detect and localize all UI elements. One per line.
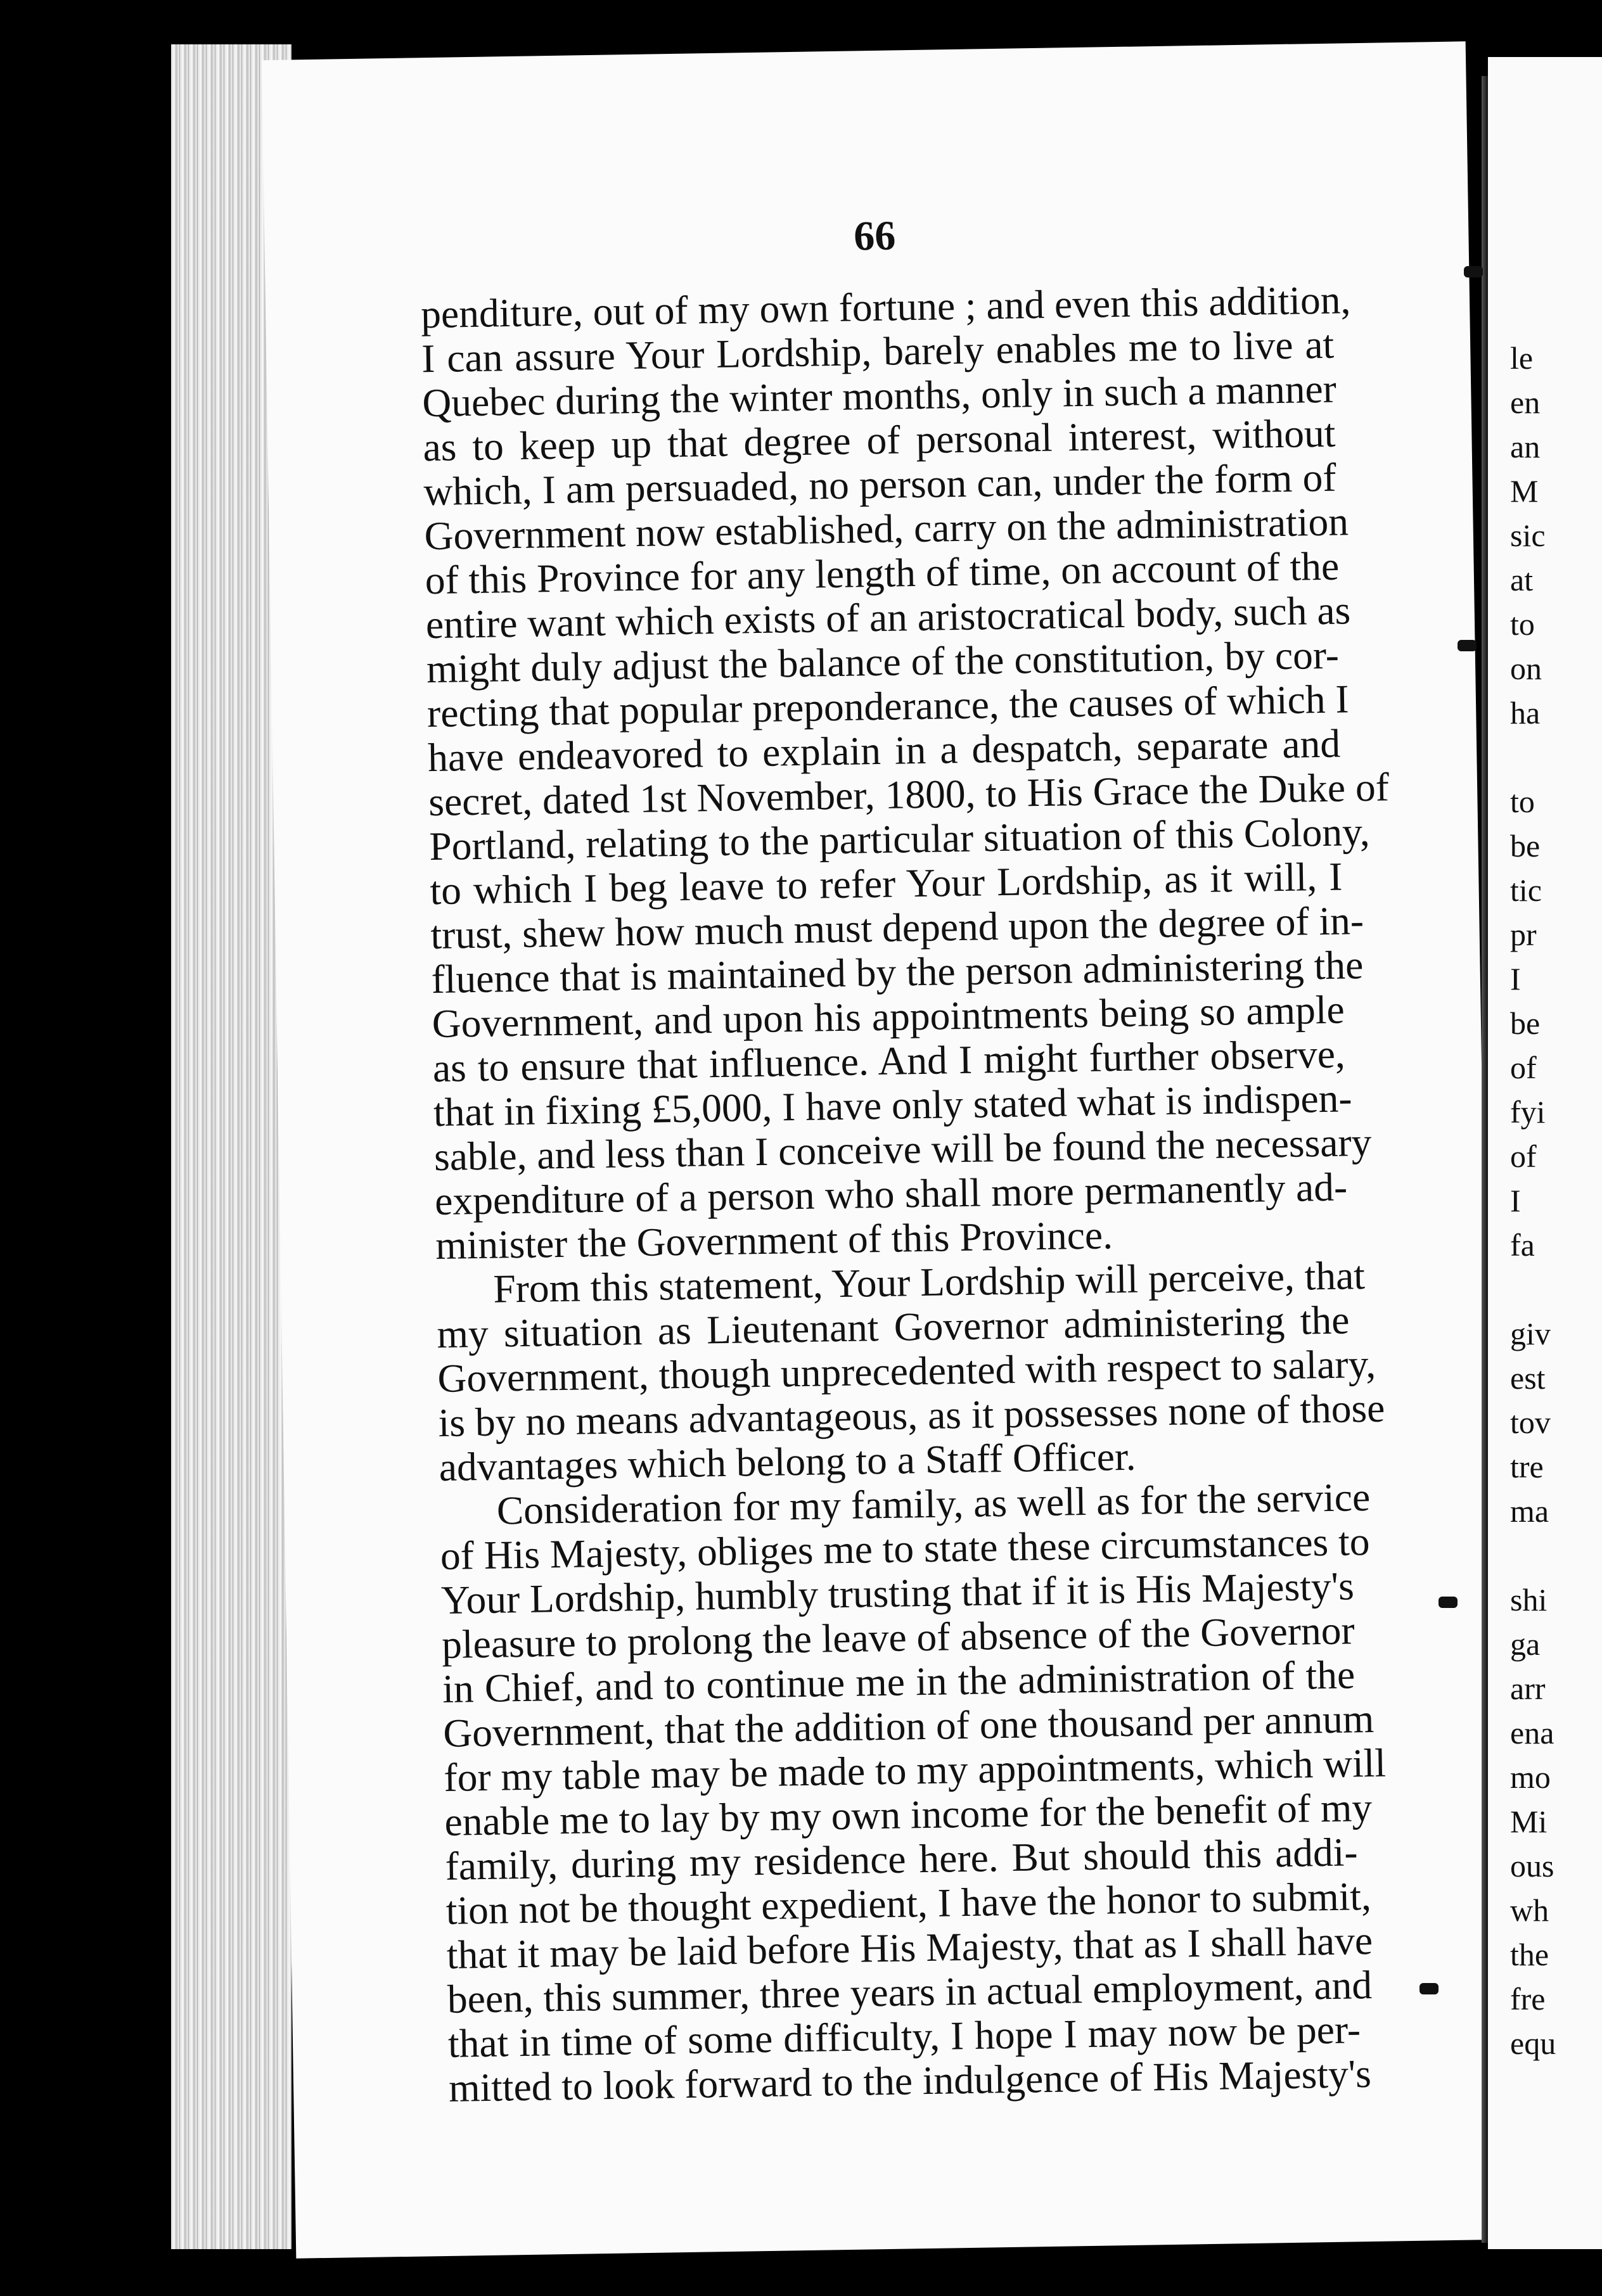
text-line: for my table may be made to my appointments, which will	[443, 1740, 1387, 1800]
text-line: sable, and less than I conceive will be found the necessary	[433, 1119, 1372, 1180]
text-fragment: tic	[1510, 872, 1542, 908]
binding-thread-mark	[1464, 266, 1483, 277]
text-line: secret, dated 1st November, 1800, to His Grace the Duke of	[428, 764, 1390, 825]
binding-thread-mark	[1439, 1597, 1458, 1608]
text-line: which, I am persuaded, no person can, under the form of	[423, 454, 1336, 514]
text-fragment: ena	[1510, 1715, 1554, 1751]
body-text	[420, 277, 1390, 2110]
text-fragment: of	[1510, 1050, 1537, 1085]
text-fragment: le	[1510, 340, 1534, 376]
text-line: as to ensure that influence. And I might further observe,	[432, 1031, 1346, 1091]
text-line: is by no means advantageous, as it possesses none of those	[438, 1385, 1385, 1446]
text-fragment: pr	[1510, 917, 1537, 952]
text-fragment: of	[1510, 1138, 1537, 1174]
text-fragment: to	[1510, 784, 1535, 819]
text-line: to which I beg leave to refer Your Lordship, as it will, I	[429, 853, 1343, 914]
text-line: that in fixing £5,000, I have only stated what is indispen-	[433, 1075, 1353, 1135]
text-line: I can assure Your Lordship, barely enables me to live at	[421, 321, 1335, 381]
text-fragment: tov	[1510, 1405, 1551, 1440]
text-fragment: ous	[1510, 1848, 1554, 1884]
text-fragment: en	[1510, 385, 1541, 420]
text-fragment: tre	[1510, 1449, 1544, 1484]
text-fragment: giv	[1510, 1316, 1551, 1351]
text-line: Government, that the addition of one thousand per annum	[442, 1695, 1375, 1756]
text-line: trust, shew how much must depend upon the degree of in-	[430, 897, 1364, 958]
text-line: family, during my residence here. But should this addi-	[445, 1829, 1359, 1889]
text-line: of His Majesty, obliges me to state these circumstances to	[440, 1518, 1370, 1578]
binding-thread-mark	[1419, 1983, 1439, 1994]
text-line: in Chief, and to continue me in the administration of the	[442, 1652, 1355, 1711]
text-line: minister the Government of this Province.	[435, 1212, 1113, 1268]
text-fragment	[1510, 1533, 1556, 1578]
text-line: that it may be laid before His Majesty, that as I shall have	[446, 1917, 1373, 1977]
facing-page-text	[1510, 336, 1556, 2065]
text-line: have endeavored to explain in a despatch, separate and	[427, 720, 1341, 781]
text-line: pleasure to prolong the leave of absence of the Governor	[441, 1607, 1355, 1667]
text-fragment: fa	[1510, 1227, 1535, 1263]
text-line: enable me to lay by my own income for the benefit of my	[444, 1784, 1373, 1844]
facing-page	[1488, 57, 1602, 2249]
text-line: been, this summer, three years in actual employment, and	[447, 1961, 1373, 2022]
text-line: of this Province for any length of time, on account of the	[425, 543, 1340, 603]
text-fragment: ma	[1510, 1493, 1549, 1529]
text-line: tion not be thought expedient, I have the honor to submit,	[445, 1873, 1372, 1933]
text-fragment: mo	[1510, 1759, 1551, 1795]
page-number: 66	[853, 212, 896, 260]
text-fragment: M	[1510, 473, 1539, 509]
text-fragment: be	[1510, 1005, 1541, 1041]
text-line: fluence that is maintained by the person administering the	[431, 942, 1364, 1002]
text-fragment	[1510, 1267, 1556, 1311]
text-fragment: an	[1510, 429, 1541, 464]
text-line: Consideration for my family, as well as for the service	[496, 1474, 1371, 1533]
text-line: entire want which exists of an aristocratical body, such as	[425, 587, 1351, 647]
text-fragment: sic	[1510, 518, 1546, 553]
text-fragment: to	[1510, 606, 1535, 642]
text-fragment: I	[1510, 1183, 1521, 1218]
text-line: Government, and upon his appointments being so ample	[432, 986, 1345, 1047]
text-fragment: at	[1510, 562, 1534, 597]
text-line: Quebec during the winter months, only in such a manner	[421, 366, 1337, 426]
binding-thread-mark	[1458, 640, 1477, 651]
text-line: expenditure of a person who shall more permanently ad-	[434, 1164, 1348, 1224]
text-line: From this statement, Your Lordship will perceive, that	[492, 1253, 1366, 1311]
text-fragment: fre	[1510, 1981, 1546, 2017]
text-line: advantages which belong to a Staff Officer.	[439, 1433, 1136, 1490]
text-fragment: wh	[1510, 1892, 1549, 1928]
book-page	[262, 41, 1500, 2258]
text-fragment: I	[1510, 961, 1521, 997]
text-fragment: the	[1510, 1937, 1549, 1972]
text-line: might duly adjust the balance of the constitution, by cor-	[426, 632, 1340, 692]
text-fragment: arr	[1510, 1671, 1546, 1706]
text-fragment: Mi	[1510, 1804, 1548, 1839]
text-fragment: ha	[1510, 695, 1541, 730]
text-fragment: equ	[1510, 2025, 1556, 2061]
text-line: Your Lordship, humbly trusting that if it is His Majesty's	[440, 1563, 1355, 1623]
text-line: recting that popular preponderance, the causes of which I	[426, 676, 1350, 736]
text-line: Portland, relating to the particular situation of this Colony,	[428, 808, 1371, 869]
text-fragment: est	[1510, 1360, 1546, 1396]
text-line: penditure, out of my own fortune ; and even this addition,	[420, 277, 1351, 337]
text-fragment: shi	[1510, 1582, 1548, 1617]
text-fragment	[1510, 735, 1556, 779]
text-fragment: fyi	[1510, 1094, 1546, 1130]
text-line: Government now established, carry on the administration	[424, 499, 1349, 559]
text-fragment: on	[1510, 651, 1542, 686]
text-line: that in time of some difficulty, I hope I may now be per-	[447, 2006, 1361, 2066]
text-line: my situation as Lieutenant Governor administering the	[436, 1297, 1350, 1357]
text-line: mitted to look forward to the indulgence of His Majesty's	[448, 2051, 1372, 2110]
text-line: Government, though unprecedented with respect to salary,	[437, 1341, 1376, 1401]
book-gutter	[1482, 76, 1488, 2243]
text-line: as to keep up that degree of personal interest, without	[422, 410, 1336, 470]
text-fragment: be	[1510, 828, 1541, 864]
text-fragment: ga	[1510, 1626, 1541, 1662]
